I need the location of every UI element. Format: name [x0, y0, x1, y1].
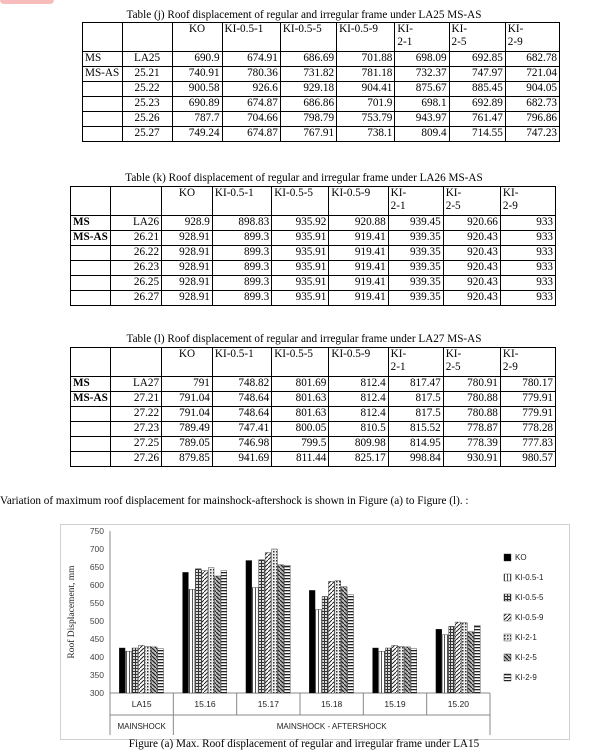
row-group-label [83, 112, 123, 127]
value-cell: 686.69 [280, 52, 336, 67]
table-header-row [71, 348, 556, 377]
record-id-cell: LA27 [111, 377, 162, 392]
value-cell: 701.88 [337, 52, 395, 67]
value-cell: 879.85 [162, 452, 213, 467]
row-group-label [71, 261, 111, 276]
value-cell: 692.85 [449, 52, 505, 67]
bar [183, 572, 189, 693]
column-header: KI-0.5-9 [337, 23, 395, 52]
column-header [111, 187, 162, 216]
y-tick-label: 750 [89, 526, 104, 536]
bar [145, 646, 151, 693]
bar [335, 581, 341, 693]
value-cell: 787.7 [172, 112, 222, 127]
table-header-row [83, 23, 560, 52]
value-cell: 740.91 [172, 67, 222, 82]
bar [405, 647, 411, 693]
value-cell: 780.17 [500, 377, 555, 392]
bar [328, 581, 334, 693]
value-cell: 928.91 [162, 291, 213, 306]
value-cell: 809.4 [395, 127, 449, 142]
record-id-cell: 26.27 [111, 291, 162, 306]
bar [379, 651, 385, 693]
record-id-cell: 26.21 [111, 231, 162, 246]
table-row [71, 231, 556, 246]
legend-label: KO [515, 553, 527, 562]
value-cell: 928.91 [162, 231, 213, 246]
column-header: KI-0.5-1 [222, 23, 280, 52]
value-cell: 732.37 [395, 67, 449, 82]
row-group-label [83, 82, 123, 97]
value-cell: 731.82 [280, 67, 336, 82]
value-cell: 780.91 [443, 377, 500, 392]
column-header: KI- 2-1 [388, 348, 443, 377]
value-cell: 778.87 [443, 422, 500, 437]
value-cell: 674.91 [222, 52, 280, 67]
value-cell: 692.89 [449, 97, 505, 112]
column-header [71, 348, 111, 377]
value-cell: 674.87 [222, 97, 280, 112]
record-id-cell: LA25 [122, 52, 172, 67]
record-id-cell: 26.22 [111, 246, 162, 261]
row-group-label [71, 437, 111, 452]
table-row [83, 127, 560, 142]
body-paragraph: Variation of maximum roof displacement for mainshock-aftershock is shown in Figure (a) to Figure (l). : [0, 495, 469, 507]
y-tick-label: 600 [89, 580, 104, 590]
value-cell: 789.05 [162, 437, 213, 452]
column-header: KI-0.5-9 [329, 348, 388, 377]
record-id-cell: 27.21 [111, 392, 162, 407]
value-cell: 780.36 [222, 67, 280, 82]
y-tick-label: 300 [89, 688, 104, 698]
column-header [111, 348, 162, 377]
row-group-label [71, 291, 111, 306]
value-cell: 930.91 [443, 452, 500, 467]
bar [265, 553, 271, 693]
value-cell: 935.92 [272, 216, 329, 231]
record-id-cell: 27.23 [111, 422, 162, 437]
row-group-label [71, 276, 111, 291]
bar [449, 626, 455, 693]
table-l-caption: Table (l) Roof displacement of regular and irregular frame under LA27 MS-AS [126, 333, 482, 345]
value-cell: 780.88 [443, 392, 500, 407]
column-header: KI-0.5-5 [272, 187, 329, 216]
bar [373, 648, 379, 693]
roof-displacement-chart [60, 524, 570, 740]
value-cell: 738.1 [337, 127, 395, 142]
value-cell: 749.24 [172, 127, 222, 142]
value-cell: 791 [162, 377, 213, 392]
legend-swatch [504, 674, 511, 681]
value-cell: 810.5 [329, 422, 388, 437]
value-cell: 920.43 [443, 276, 500, 291]
column-header: KO [172, 23, 222, 52]
bar [284, 565, 290, 693]
value-cell: 928.91 [162, 246, 213, 261]
legend-label: KI-0.5-5 [515, 593, 544, 602]
y-tick-label: 450 [89, 634, 104, 644]
row-group-label [71, 407, 111, 422]
value-cell: 778.28 [500, 422, 555, 437]
value-cell: 780.88 [443, 407, 500, 422]
bar [246, 561, 252, 693]
row-group-label: MS [83, 52, 123, 67]
table-row [71, 291, 556, 306]
table-row [71, 437, 556, 452]
x-tick-label: 15.19 [384, 699, 406, 709]
x-tick-label: 15.20 [447, 699, 469, 709]
table-row [83, 97, 560, 112]
value-cell: 899.3 [212, 231, 271, 246]
value-cell: 747.23 [505, 127, 559, 142]
value-cell: 919.41 [329, 276, 388, 291]
bar [259, 560, 265, 693]
row-group-label: MS [71, 377, 111, 392]
record-id-cell: LA26 [111, 216, 162, 231]
value-cell: 801.63 [272, 392, 329, 407]
table-row [71, 261, 556, 276]
value-cell: 814.95 [388, 437, 443, 452]
value-cell: 919.41 [329, 261, 388, 276]
bar [411, 649, 417, 693]
bar [252, 588, 258, 693]
bar [474, 625, 480, 693]
value-cell: 767.91 [280, 127, 336, 142]
x-tick-label: LA15 [131, 699, 152, 709]
bar [309, 590, 315, 693]
value-cell: 690.89 [172, 97, 222, 112]
value-cell: 817.47 [388, 377, 443, 392]
value-cell: 933 [500, 291, 555, 306]
legend-swatch [504, 654, 511, 661]
figure-caption: Figure (a) Max. Roof displacement of regular and irregular frame under LA15 [128, 738, 480, 750]
legend-label: KI-2-1 [515, 633, 537, 642]
bar [189, 589, 195, 693]
table-row [71, 216, 556, 231]
legend-swatch [504, 594, 511, 601]
value-cell: 998.84 [388, 452, 443, 467]
bar [322, 597, 328, 693]
group-label: MAINSHOCK [117, 722, 166, 731]
column-header: KO [162, 187, 213, 216]
bar [455, 622, 461, 693]
value-cell: 920.43 [443, 246, 500, 261]
y-tick-label: 500 [89, 616, 104, 626]
value-cell: 935.91 [272, 231, 329, 246]
row-group-label: MS-AS [83, 67, 123, 82]
bar [208, 568, 214, 693]
y-axis-label: Roof Displacement, mm [67, 565, 77, 659]
value-cell: 777.83 [500, 437, 555, 452]
value-cell: 714.55 [449, 127, 505, 142]
value-cell: 801.69 [272, 377, 329, 392]
value-cell: 899.3 [212, 276, 271, 291]
value-cell: 919.41 [329, 246, 388, 261]
table-row [83, 67, 560, 82]
value-cell: 686.86 [280, 97, 336, 112]
bar [132, 648, 138, 693]
table-j-caption: Table (j) Roof displacement of regular and irregular frame under LA25 MS-AS [126, 9, 482, 21]
value-cell: 812.4 [329, 392, 388, 407]
legend-swatch [504, 634, 511, 641]
legend-label: KI-2-9 [515, 673, 537, 682]
table-row [71, 246, 556, 261]
value-cell: 748.64 [212, 407, 271, 422]
table-row [83, 82, 560, 97]
table-row [83, 112, 560, 127]
table-row [71, 452, 556, 467]
table-k [70, 186, 556, 306]
value-cell: 919.41 [329, 231, 388, 246]
value-cell: 791.04 [162, 392, 213, 407]
bar [392, 645, 398, 693]
table-row [71, 377, 556, 392]
y-tick-label: 700 [89, 544, 104, 554]
value-cell: 799.5 [272, 437, 329, 452]
value-cell: 935.91 [272, 276, 329, 291]
row-group-label [83, 127, 123, 142]
value-cell: 933 [500, 231, 555, 246]
legend-swatch [504, 574, 511, 581]
value-cell: 812.4 [329, 377, 388, 392]
row-group-label: MS [71, 216, 111, 231]
value-cell: 929.18 [280, 82, 336, 97]
column-header [83, 23, 123, 52]
bar [221, 571, 227, 693]
value-cell: 900.58 [172, 82, 222, 97]
value-cell: 928.91 [162, 261, 213, 276]
bar [398, 646, 404, 693]
legend-label: KI-2-5 [515, 653, 537, 662]
value-cell: 885.45 [449, 82, 505, 97]
bar [151, 647, 157, 693]
value-cell: 920.43 [443, 291, 500, 306]
y-tick-label: 350 [89, 670, 104, 680]
value-cell: 935.91 [272, 261, 329, 276]
bar [436, 629, 442, 693]
value-cell: 899.3 [212, 261, 271, 276]
row-group-label: MS-AS [71, 231, 111, 246]
column-header: KI-0.5-5 [280, 23, 336, 52]
value-cell: 789.49 [162, 422, 213, 437]
row-group-label [83, 97, 123, 112]
value-cell: 811.44 [272, 452, 329, 467]
value-cell: 674.87 [222, 127, 280, 142]
value-cell: 939.35 [388, 276, 443, 291]
column-header: KI- 2-5 [443, 187, 500, 216]
record-id-cell: 25.27 [122, 127, 172, 142]
table-row [71, 422, 556, 437]
table-row [71, 407, 556, 422]
value-cell: 928.9 [162, 216, 213, 231]
bar [462, 623, 468, 693]
bar [385, 648, 391, 693]
value-cell: 980.57 [500, 452, 555, 467]
bar [341, 587, 347, 693]
value-cell: 761.47 [449, 112, 505, 127]
record-id-cell: 25.26 [122, 112, 172, 127]
value-cell: 690.9 [172, 52, 222, 67]
table-k-caption: Table (k) Roof displacement of regular and irregular frame under LA26 MS-AS [125, 172, 483, 184]
column-header: KI- 2-5 [443, 348, 500, 377]
group-label: MAINSHOCK - AFTERSHOCK [276, 722, 387, 731]
bar [442, 635, 448, 693]
column-header: KI- 2-9 [505, 23, 559, 52]
value-cell: 875.67 [395, 82, 449, 97]
value-cell: 701.9 [337, 97, 395, 112]
bar [202, 571, 208, 693]
value-cell: 779.91 [500, 392, 555, 407]
bar [119, 648, 125, 693]
row-group-label [71, 246, 111, 261]
bar [195, 569, 201, 693]
row-group-label [71, 422, 111, 437]
value-cell: 779.91 [500, 407, 555, 422]
value-cell: 698.1 [395, 97, 449, 112]
bar [126, 651, 132, 693]
logo-mark [0, 0, 54, 4]
value-cell: 798.79 [280, 112, 336, 127]
row-group-label [71, 452, 111, 467]
value-cell: 698.09 [395, 52, 449, 67]
value-cell: 778.39 [443, 437, 500, 452]
value-cell: 939.35 [388, 231, 443, 246]
column-header: KI- 2-9 [500, 187, 555, 216]
value-cell: 933 [500, 276, 555, 291]
value-cell: 920.43 [443, 231, 500, 246]
legend-swatch [504, 614, 511, 621]
value-cell: 941.69 [212, 452, 271, 467]
value-cell: 721.04 [505, 67, 559, 82]
record-id-cell: 26.25 [111, 276, 162, 291]
value-cell: 747.41 [212, 422, 271, 437]
value-cell: 753.79 [337, 112, 395, 127]
value-cell: 935.91 [272, 291, 329, 306]
column-header: KI- 2-1 [388, 187, 443, 216]
value-cell: 899.3 [212, 291, 271, 306]
bar [468, 632, 474, 693]
value-cell: 809.98 [329, 437, 388, 452]
value-cell: 928.91 [162, 276, 213, 291]
record-id-cell: 25.21 [122, 67, 172, 82]
value-cell: 825.17 [329, 452, 388, 467]
column-header: KI- 2-5 [449, 23, 505, 52]
value-cell: 939.35 [388, 291, 443, 306]
record-id-cell: 27.26 [111, 452, 162, 467]
y-tick-label: 650 [89, 562, 104, 572]
x-tick-label: 15.16 [194, 699, 216, 709]
value-cell: 920.43 [443, 261, 500, 276]
column-header: KI-0.5-1 [212, 348, 271, 377]
value-cell: 781.18 [337, 67, 395, 82]
x-tick-label: 15.17 [257, 699, 279, 709]
y-tick-label: 550 [89, 598, 104, 608]
value-cell: 920.88 [329, 216, 388, 231]
value-cell: 817.5 [388, 392, 443, 407]
bar [278, 565, 284, 693]
value-cell: 939.35 [388, 246, 443, 261]
value-cell: 919.41 [329, 291, 388, 306]
legend-label: KI-0.5-1 [515, 573, 544, 582]
column-header: KI- 2-9 [500, 348, 555, 377]
column-header [122, 23, 172, 52]
value-cell: 800.05 [272, 422, 329, 437]
value-cell: 926.6 [222, 82, 280, 97]
bar [215, 576, 221, 693]
table-row [83, 52, 560, 67]
value-cell: 682.73 [505, 97, 559, 112]
legend-swatch [504, 554, 511, 561]
record-id-cell: 27.25 [111, 437, 162, 452]
value-cell: 801.63 [272, 407, 329, 422]
value-cell: 682.78 [505, 52, 559, 67]
value-cell: 904.41 [337, 82, 395, 97]
value-cell: 746.98 [212, 437, 271, 452]
bar [272, 549, 278, 693]
value-cell: 817.5 [388, 407, 443, 422]
value-cell: 939.45 [388, 216, 443, 231]
bar [316, 609, 322, 693]
value-cell: 748.82 [212, 377, 271, 392]
value-cell: 704.66 [222, 112, 280, 127]
y-tick-label: 400 [89, 652, 104, 662]
table-row [71, 392, 556, 407]
value-cell: 939.35 [388, 261, 443, 276]
value-cell: 933 [500, 246, 555, 261]
legend-label: KI-0.5-9 [515, 613, 544, 622]
table-row [71, 276, 556, 291]
row-group-label: MS-AS [71, 392, 111, 407]
value-cell: 796.86 [505, 112, 559, 127]
column-header: KO [162, 348, 213, 377]
column-header: KI- 2-1 [395, 23, 449, 52]
record-id-cell: 26.23 [111, 261, 162, 276]
x-tick-label: 15.18 [321, 699, 343, 709]
bar [348, 595, 354, 693]
value-cell: 943.97 [395, 112, 449, 127]
column-header: KI-0.5-9 [329, 187, 388, 216]
record-id-cell: 27.22 [111, 407, 162, 422]
value-cell: 920.66 [443, 216, 500, 231]
table-header-row [71, 187, 556, 216]
value-cell: 935.91 [272, 246, 329, 261]
table-j [82, 22, 560, 142]
column-header [71, 187, 111, 216]
bar [138, 645, 144, 693]
value-cell: 899.3 [212, 246, 271, 261]
table-l [70, 347, 556, 467]
value-cell: 747.97 [449, 67, 505, 82]
value-cell: 898.83 [212, 216, 271, 231]
value-cell: 748.64 [212, 392, 271, 407]
value-cell: 904.05 [505, 82, 559, 97]
record-id-cell: 25.23 [122, 97, 172, 112]
column-header: KI-0.5-1 [212, 187, 271, 216]
record-id-cell: 25.22 [122, 82, 172, 97]
value-cell: 815.52 [388, 422, 443, 437]
value-cell: 812.4 [329, 407, 388, 422]
value-cell: 933 [500, 216, 555, 231]
value-cell: 933 [500, 261, 555, 276]
value-cell: 791.04 [162, 407, 213, 422]
column-header: KI-0.5-5 [272, 348, 329, 377]
bar [158, 649, 164, 693]
